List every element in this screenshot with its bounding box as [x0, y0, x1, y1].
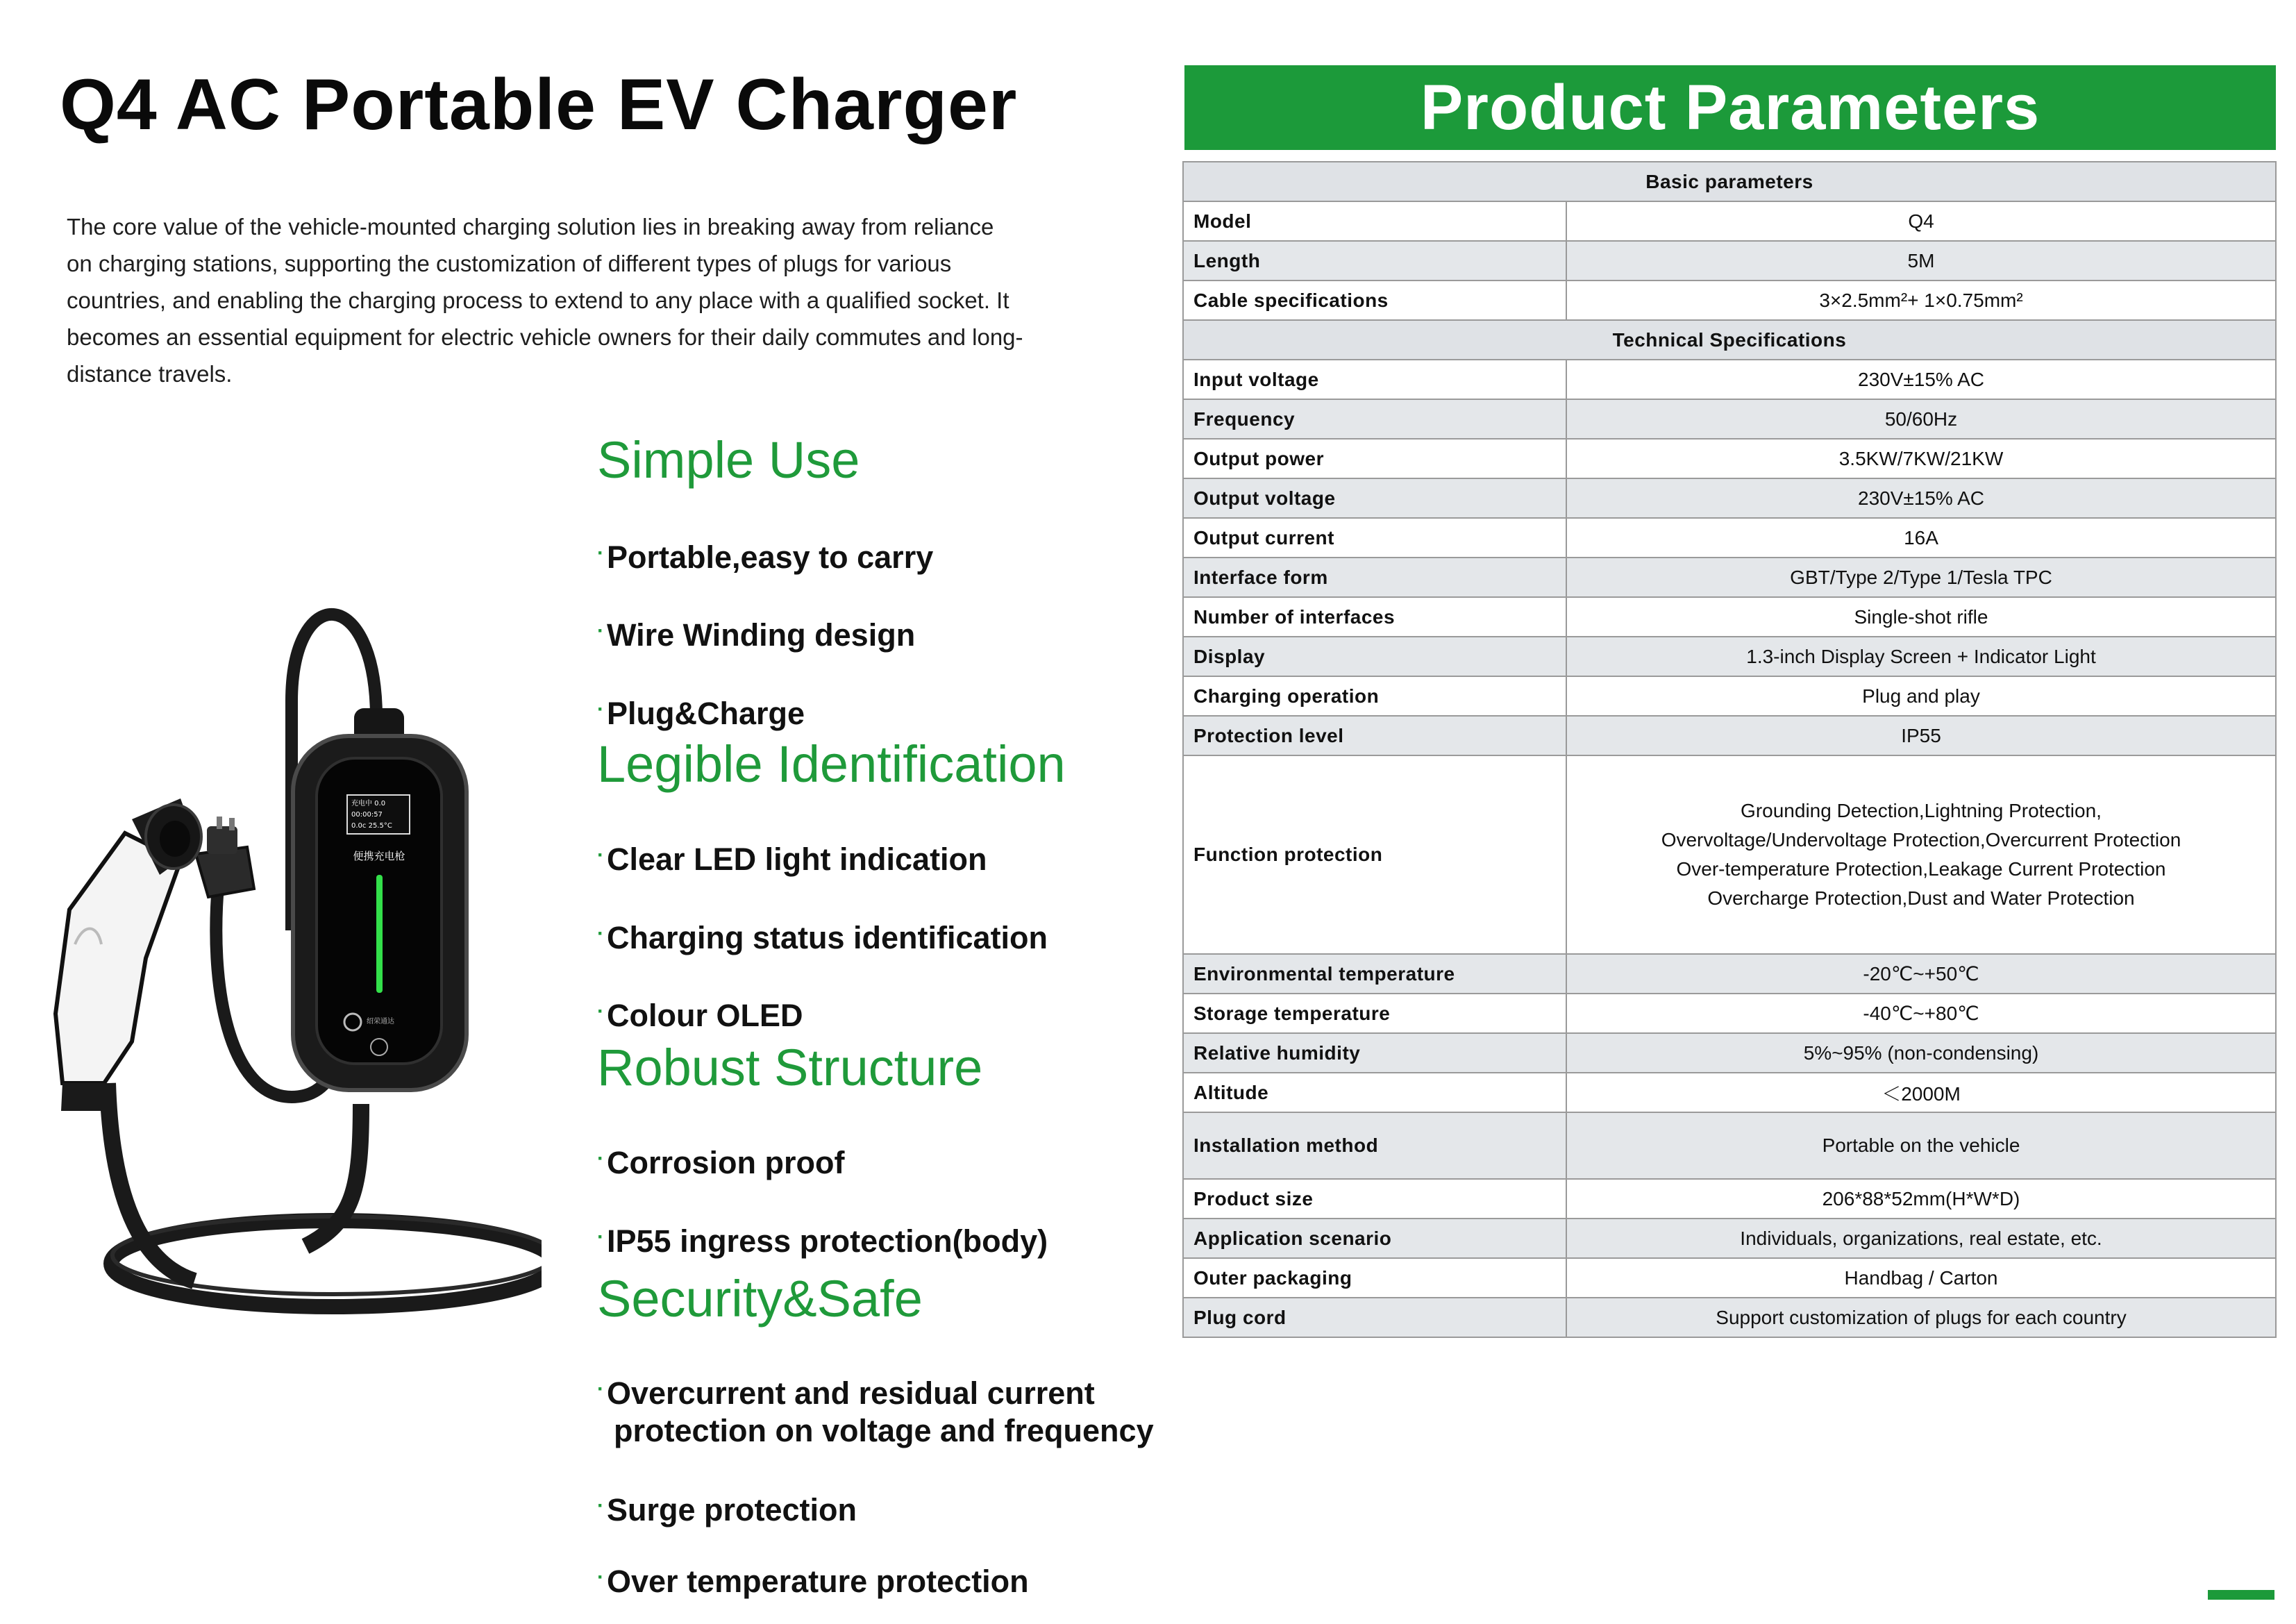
table-row: Charging operation Plug and play [1183, 676, 2276, 716]
feature-item: ·Over temperature protection [597, 1564, 1029, 1599]
table-row: Input voltage 230V±15% AC [1183, 360, 2276, 399]
table-row: Installation method Portable on the vehicle [1183, 1112, 2276, 1179]
table-row: Altitude ＜2000M [1183, 1073, 2276, 1112]
section-title-security-safe: Security&Safe [597, 1270, 923, 1328]
feature-item: ·Surge protection [597, 1492, 857, 1527]
table-row: Output current 16A [1183, 518, 2276, 558]
protection-line: Over-temperature Protection,Leakage Current Protection [1676, 858, 2166, 880]
table-row: Output voltage 230V±15% AC [1183, 478, 2276, 518]
table-section-header: Technical Specifications [1183, 320, 2276, 360]
feature-item: ·Wire Winding design [597, 617, 916, 653]
brand-text: 绍荣通达 [367, 1018, 394, 1026]
table-row: Application scenario Individuals, organizations, real estate, etc. [1183, 1219, 2276, 1258]
feature-item: ·Charging status identification [597, 920, 1048, 955]
screen-line-1: 充电中 0.0 [351, 800, 386, 807]
feature-item: ·Plug&Charge [597, 696, 805, 731]
table-row: Storage temperature -40℃~+80℃ [1183, 994, 2276, 1033]
feature-item: ·Portable,easy to carry [597, 539, 934, 575]
table-section-header: Basic parameters [1183, 162, 2276, 201]
table-row: Outer packaging Handbag / Carton [1183, 1258, 2276, 1298]
feature-item: ·IP55 ingress protection(body) [597, 1223, 1048, 1259]
feature-item: ·Clear LED light indication [597, 842, 987, 877]
table-row: Length 5M [1183, 241, 2276, 281]
protection-line: Overvoltage/Undervoltage Protection,Overcurrent Protection [1661, 829, 2181, 851]
table-row: Plug cord Support customization of plugs for each country [1183, 1298, 2276, 1337]
parameters-table [1182, 161, 2277, 1338]
feature-item: ·Colour OLED [597, 998, 803, 1033]
page-title: Q4 AC Portable EV Charger [60, 65, 1018, 145]
table-row: Frequency 50/60Hz [1183, 399, 2276, 439]
table-row: Number of interfaces Single-shot rifle [1183, 597, 2276, 637]
ev-charger-illustration [42, 597, 542, 1347]
charger-label: 便携充电枪 [353, 850, 405, 862]
table-row: Output power 3.5KW/7KW/21KW [1183, 439, 2276, 478]
screen-line-2: 00:00:57 [351, 811, 383, 819]
corner-accent-bar [2208, 1590, 2274, 1600]
table-row: Function protection Grounding Detection,Lightning Protection, Overvoltage/Undervoltage Protection,Overcurrent Protection Over-temperature Protection,Leakage Current Protection Overcharge Protection,Dust and Water Protection [1183, 755, 2276, 954]
section-title-robust-structure: Robust Structure [597, 1039, 983, 1096]
table-row: Environmental temperature -20℃~+50℃ [1183, 954, 2276, 994]
table-row: Protection level IP55 [1183, 716, 2276, 755]
table-row: Display 1.3-inch Display Screen + Indicator Light [1183, 637, 2276, 676]
section-title-simple-use: Simple Use [597, 431, 860, 489]
intro-paragraph: The core value of the vehicle-mounted charging solution lies in breaking away from reliance on charging stations, supporting the customization of different types of plugs for various countries, and enabling the charging process to extend to any place with a qualified socket. It becomes an essential equipment for electric vehicle owners for their daily commutes and long-distance travels. [67, 214, 1023, 387]
table-row: Relative humidity 5%~95% (non-condensing) [1183, 1033, 2276, 1073]
table-row: Product size 206*88*52mm(H*W*D) [1183, 1179, 2276, 1219]
protection-line: Overcharge Protection,Dust and Water Protection [1707, 887, 2135, 909]
table-row: Model Q4 [1183, 201, 2276, 241]
protection-line: Grounding Detection,Lightning Protection, [1741, 800, 2102, 821]
screen-line-3: 0.0c 25.5°C [351, 822, 392, 830]
table-row: Interface form GBT/Type 2/Type 1/Tesla TPC [1183, 558, 2276, 597]
table-row: Cable specifications 3×2.5mm²+ 1×0.75mm² [1183, 281, 2276, 320]
product-parameters-banner: Product Parameters [1184, 65, 2276, 150]
feature-item: ·Overcurrent and residual current protection on voltage and frequency [597, 1375, 1154, 1448]
section-title-legible-identification: Legible Identification [597, 735, 1066, 793]
feature-item: ·Corrosion proof [597, 1145, 845, 1180]
